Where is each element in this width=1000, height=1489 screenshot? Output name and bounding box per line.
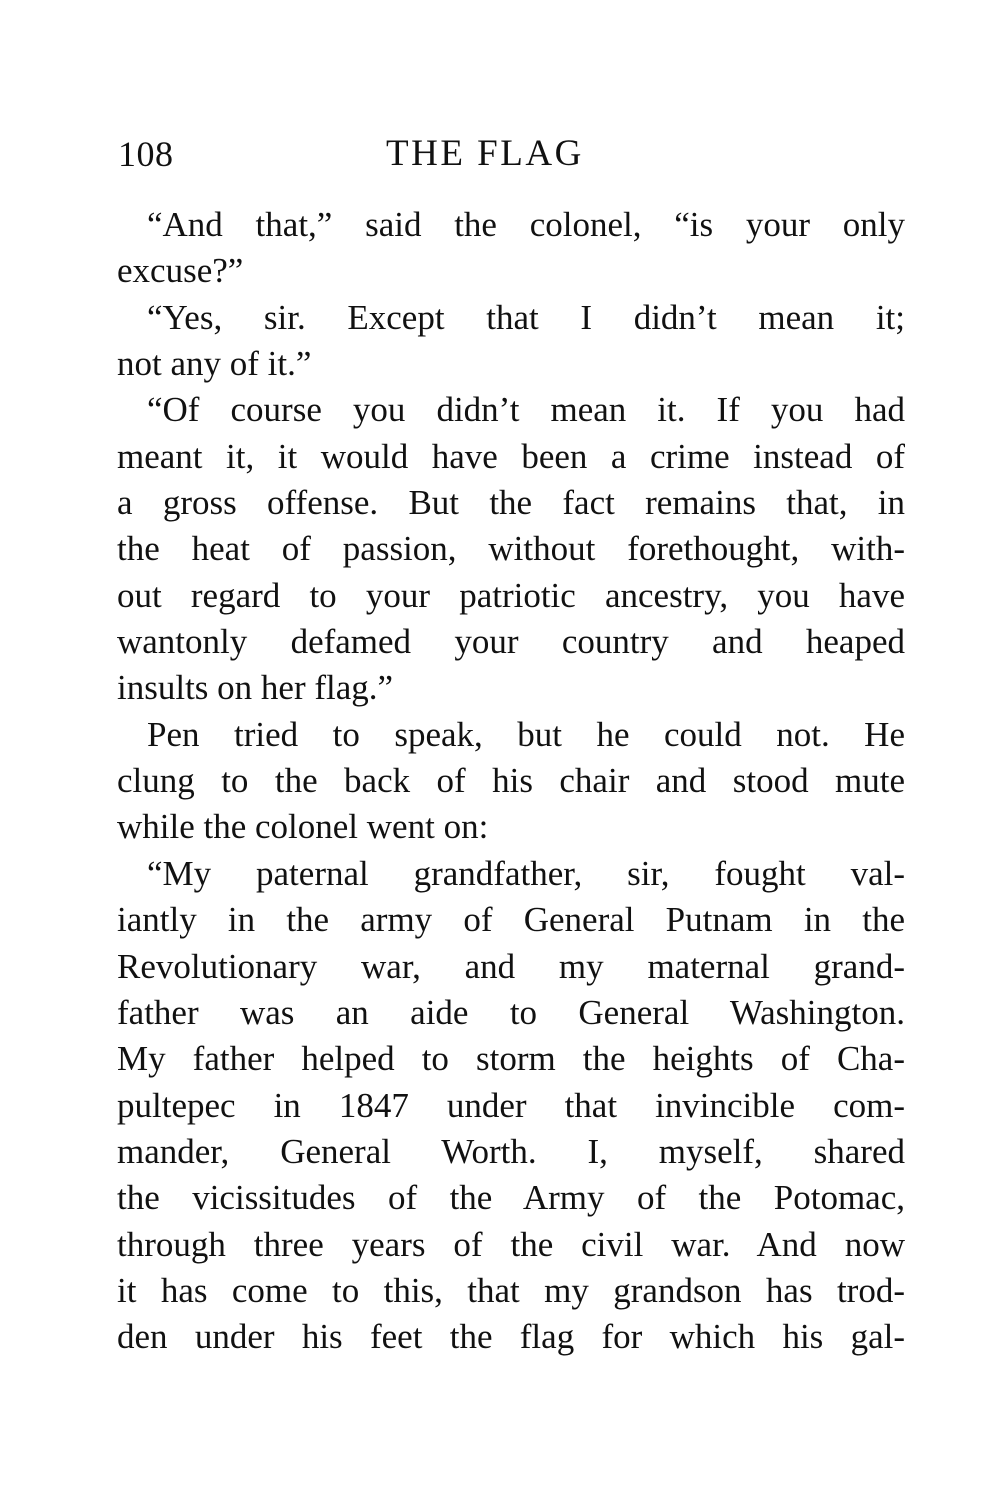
text-line: “My paternal grandfather, sir, fought val-: [147, 853, 905, 893]
text-line: wantonly defamed your country and heaped: [117, 622, 905, 662]
running-head: [118, 132, 638, 176]
text-line: den under his feet the flag for which his gal-: [117, 1317, 905, 1357]
text-line: while the colonel went on:: [117, 807, 489, 847]
text-line: Revolutionary war, and my maternal grand-: [117, 946, 905, 986]
text-line: out regard to your patriotic ancestry, you have: [117, 575, 905, 615]
text-line: My father helped to storm the heights of Cha-: [117, 1039, 905, 1079]
text-line: iantly in the army of General Putnam in the: [117, 900, 905, 940]
text-line: excuse?”: [117, 251, 244, 291]
text-line: father was an aide to General Washington.: [117, 992, 905, 1032]
running-title: THE FLAG: [386, 133, 584, 174]
text-line: the heat of passion, without forethought, with-: [117, 529, 905, 569]
text-line: it has come to this, that my grandson has trod-: [117, 1270, 905, 1310]
text-line: meant it, it would have been a crime instead of: [117, 436, 905, 476]
text-line: a gross offense. But the fact remains that, in: [117, 483, 905, 523]
body-text: [117, 202, 905, 1361]
text-line: through three years of the civil war. And now: [117, 1224, 905, 1264]
text-line: mander, General Worth. I, myself, shared: [117, 1131, 905, 1171]
text-line: the vicissitudes of the Army of the Potomac,: [117, 1178, 905, 1218]
text-line: insults on her flag.”: [117, 668, 394, 708]
page-number: 108: [118, 134, 174, 174]
text-line: clung to the back of his chair and stood mute: [117, 761, 905, 801]
text-line: not any of it.”: [117, 344, 312, 384]
text-line: pultepec in 1847 under that invincible com-: [117, 1085, 905, 1125]
text-line: Pen tried to speak, but he could not. He: [147, 714, 905, 754]
text-line: “Yes, sir. Except that I didn’t mean it;: [147, 297, 905, 337]
text-line: “And that,” said the colonel, “is your only: [147, 205, 905, 244]
text-line: “Of course you didn’t mean it. If you had: [147, 390, 905, 430]
